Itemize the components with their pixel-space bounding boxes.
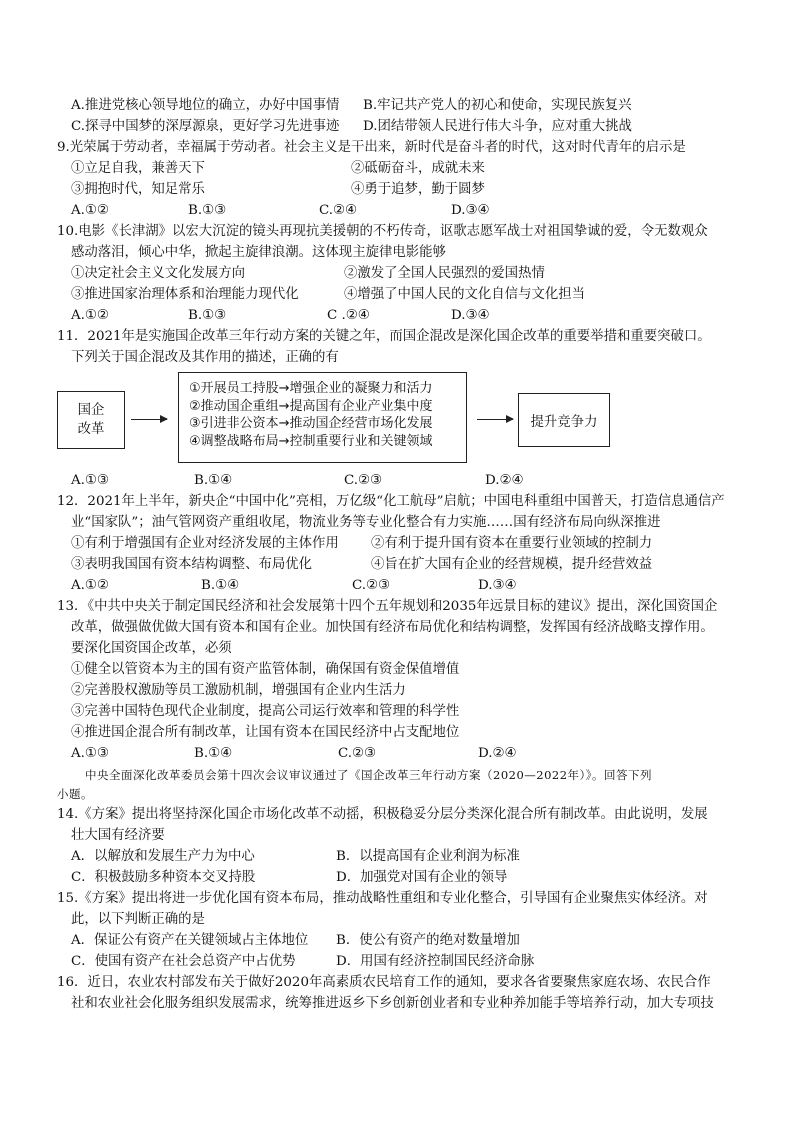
diagram-reform-line1: 国企 — [77, 403, 105, 418]
q16-stem-line2: 社和农业社会化服务组织发展需求，统筹推进返乡下乡创新创业者和专业种养加能手等培养行动，加大专项技 — [71, 996, 714, 1011]
diagram-box-measures — [178, 372, 467, 463]
q15-stem-line1: 15.《方案》提出将进一步优化国有资本布局，推动战略性重组和专业化整合，引导国有企业聚焦实体经济。对 — [57, 891, 708, 906]
q12-statement-3: ③表明我国国有资本结构调整、布局优化 — [71, 557, 313, 572]
q16-stem-line1: 16．近日，农业农村部发布关于做好2020年高素质农民培育工作的通知，要求各省要聚焦家庭农场、农民合作 — [57, 975, 711, 990]
q12-statement-1: ①有利于增强国有企业对经济发展的主体作用 — [71, 536, 339, 551]
group-intro-line2: 小题。 — [57, 787, 93, 801]
q10-option-d: D.③④ — [451, 308, 490, 323]
q14-option-b: B．以提高国有企业利润为标准 — [336, 849, 520, 864]
q9-statement-4: ④勇于追梦，勤于圆梦 — [351, 182, 485, 197]
q12-option-a: A.①② — [71, 578, 109, 593]
q11-option-c: C.②③ — [344, 473, 383, 488]
q10-stem-line1: 10.电影《长津湖》以宏大沉淀的镜头再现抗美援朝的不朽传奇，讴歌志愿军战士对祖国挚诚的爱，令无数观众 — [57, 224, 708, 239]
q9-option-d: D.③④ — [451, 203, 490, 218]
q10-option-b: B.①③ — [188, 308, 227, 323]
q12-stem-line1: 12．2021年上半年，新央企“中国中化”亮相，万亿级“化工航母”启航；中国电科重组中国普天，打造信息通信产 — [57, 494, 725, 509]
q13-statement-3: ③完善中国特色现代企业制度，提高公司运行效率和管理的科学性 — [71, 704, 460, 719]
q15-option-c: C．使国有资产在社会总资产中占优势 — [71, 954, 296, 969]
q13-option-d: D.②④ — [478, 746, 517, 761]
q10-statement-3: ③推进国家治理体系和治理能力现代化 — [71, 287, 299, 302]
q14-option-c: C．积极鼓励多种资本交叉持股 — [71, 870, 256, 885]
q15-option-d: D．用国有经济控制国民经济命脉 — [336, 954, 535, 969]
diagram-measure-2: ②推动国企重组→提高国有企业产业集中度 — [189, 398, 433, 414]
diagram-measure-3: ③引进非公资本→推动国企经营市场化发展 — [189, 416, 433, 431]
q9-statement-3: ③拥抱时代，知足常乐 — [71, 182, 205, 197]
q10-statement-4: ④增强了中国人民的文化自信与文化担当 — [344, 287, 586, 302]
group-intro-line1: 中央全面深化改革委员会第十四次会议审议通过了《国企改革三年行动方案（2020—2022年）》。回答下列 — [85, 768, 653, 782]
q11-option-a: A.①③ — [71, 473, 109, 488]
q13-option-a: A.①③ — [71, 746, 109, 761]
q12-stem-line2: 业“国家队”；油气管网资产重组收尾，物流业务等专业化整合有力实施……国有经济布局向纵深推进 — [71, 515, 661, 530]
diagram-measure-4: ④调整战略布局→控制重要行业和关键领域 — [189, 433, 433, 449]
q8-option-a: A.推进党核心领导地位的确立，办好中国事情 — [71, 98, 340, 113]
diagram-box-competitiveness: 提升竞争力 — [518, 393, 610, 447]
q11-option-b: B.①④ — [194, 473, 233, 488]
q12-option-c: C.②③ — [352, 578, 391, 593]
q10-option-c: C .②④ — [327, 308, 370, 323]
q13-stem-line3: 要深化国资国企改革，必须 — [71, 641, 232, 656]
q9-statement-1: ①立足自我，兼善天下 — [71, 161, 205, 176]
q9-option-a: A.①② — [71, 203, 109, 218]
q15-stem-line2: 此，以下判断正确的是 — [71, 912, 205, 927]
q9-statement-2: ②砥砺奋斗，成就未来 — [351, 161, 485, 176]
q13-statement-1: ①健全以管资本为主的国有资产监管体制，确保国有资金保值增值 — [71, 662, 460, 677]
q11-stem-line2: 下列关于国企混改及其作用的描述，正确的有 — [71, 350, 339, 365]
q9-option-c: C.②④ — [319, 203, 358, 218]
q10-stem-line2: 感动落泪，倾心中华，掀起主旋律浪潮。这体现主旋律电影能够 — [71, 245, 446, 260]
q10-statement-2: ②激发了全国人民强烈的爱国热情 — [344, 266, 545, 281]
q12-statement-2: ②有利于提升国有资本在重要行业领域的控制力 — [371, 536, 653, 551]
diagram-box-reform — [57, 391, 125, 449]
q14-option-d: D．加强党对国有企业的领导 — [336, 870, 508, 885]
q13-option-c: C.②③ — [338, 746, 377, 761]
q9-stem: 9.光荣属于劳动者，幸福属于劳动者。社会主义是干出来，新时代是奋斗者的时代，这对时代青年的启示是 — [57, 140, 686, 155]
q13-statement-4: ④推进国企混合所有制改革，让国有资本在国民经济中占支配地位 — [71, 725, 460, 740]
q11-stem-line1: 11．2021年是实施国企改革三年行动方案的关键之年，而国企混改是深化国企改革的重要举措和重要突破口。 — [57, 329, 711, 344]
q8-option-b: B.牢记共产党人的初心和使命，实现民族复兴 — [363, 98, 632, 113]
q13-stem-line2: 改革，做强做优做大国有资本和国有企业。加快国有经济布局优化和结构调整，发挥国有经济战略支撑作用。 — [71, 620, 714, 635]
q8-option-c: C.探寻中国梦的深厚源泉，更好学习先进事迹 — [71, 119, 340, 134]
q14-stem-line2: 壮大国有经济要 — [71, 828, 165, 843]
q13-option-b: B.①④ — [194, 746, 233, 761]
q15-option-a: A．保证公有资产在关键领域占主体地位 — [71, 933, 309, 948]
q13-statement-2: ②完善股权激励等员工激励机制，增强国有企业内生活力 — [71, 683, 406, 698]
diagram-measure-1: ①开展员工持股→增强企业的凝聚力和活力 — [189, 381, 433, 396]
q10-option-a: A.①② — [71, 308, 109, 323]
q14-stem-line1: 14.《方案》提出将坚持深化国企市场化改革不动摇，积极稳妥分层分类深化混合所有制改革。由此说明，发展 — [57, 807, 708, 822]
diagram-reform-line2: 改革 — [77, 422, 105, 437]
q15-option-b: B．使公有资产的绝对数量增加 — [336, 933, 520, 948]
q12-statement-4: ④旨在扩大国有企业的经营规模，提升经营效益 — [371, 557, 653, 572]
q12-option-d: D.③④ — [478, 578, 517, 593]
q10-statement-1: ①决定社会主义文化发展方向 — [71, 266, 246, 281]
q8-option-d: D.团结带领人民进行伟大斗争，应对重大挑战 — [363, 119, 632, 134]
q13-stem-line1: 13．《中共中央关于制定国民经济和社会发展第十四个五年规划和2035年远景目标的建议》提出，深化国资国企 — [57, 599, 718, 614]
q14-option-a: A．以解放和发展生产力为中心 — [71, 849, 255, 864]
q9-option-b: B.①③ — [188, 203, 227, 218]
diagram-arrow-left — [131, 419, 167, 420]
q11-option-d: D.②④ — [485, 473, 524, 488]
q12-option-b: B.①④ — [201, 578, 240, 593]
diagram-arrow-right — [477, 419, 513, 420]
